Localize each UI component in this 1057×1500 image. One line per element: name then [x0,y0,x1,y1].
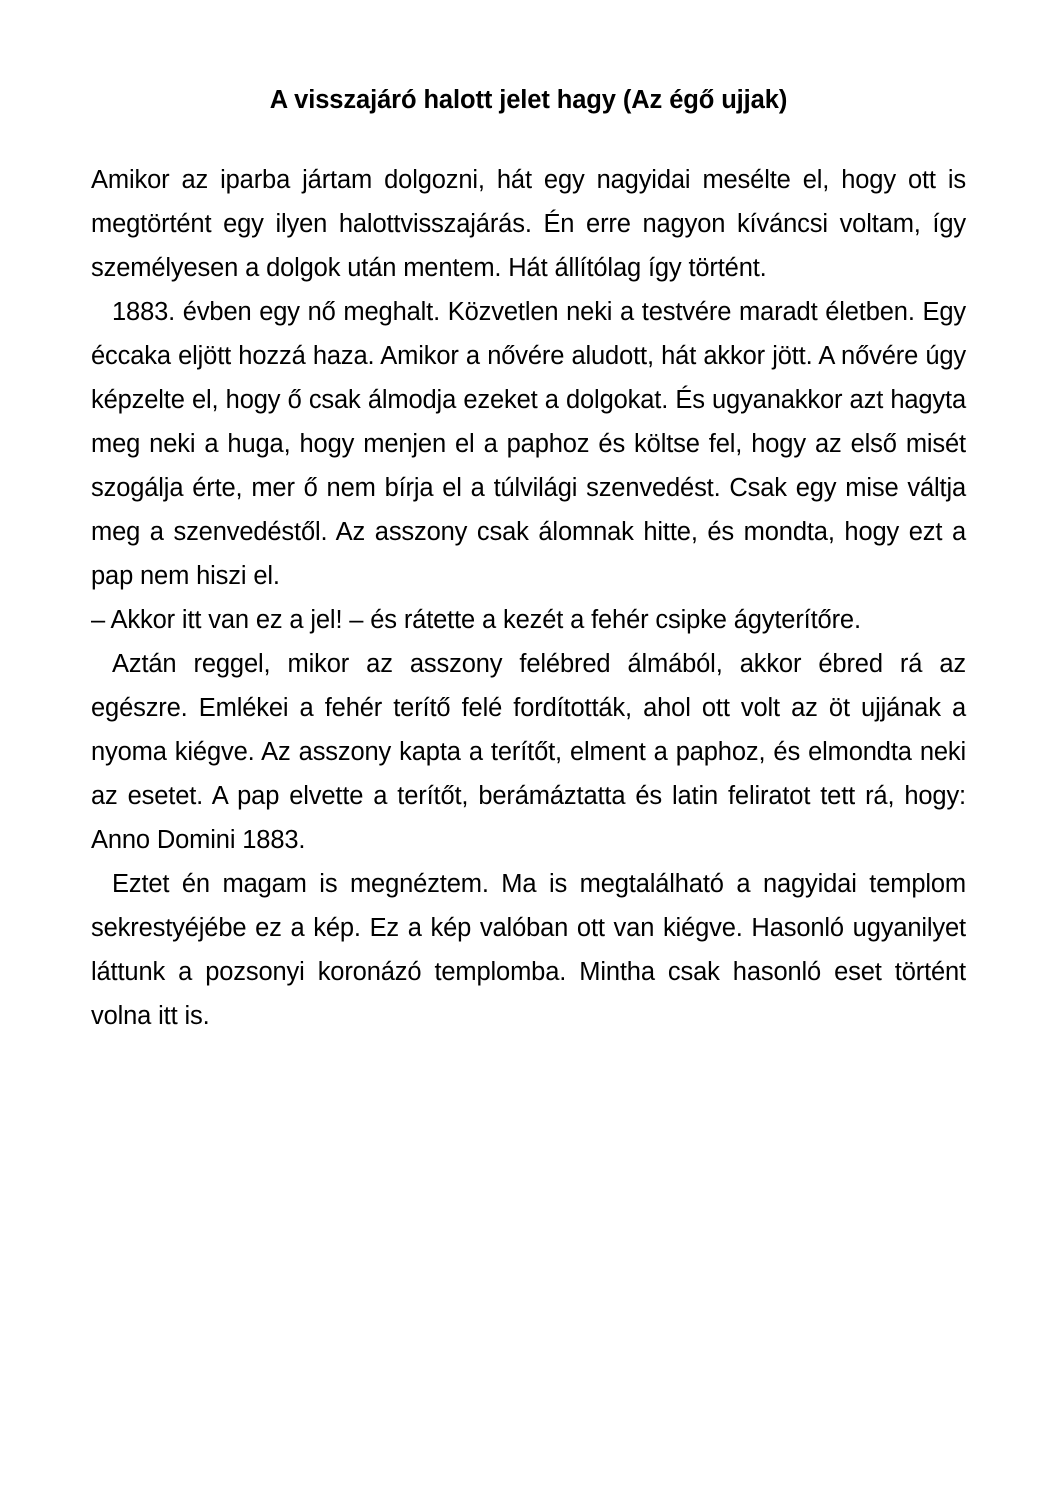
document-body [91,158,966,1038]
paragraph-4: Aztán reggel, mikor az asszony felébred álmából, akkor ébred rá az egészre. Emlékei a fehér terítő felé fordították, ahol ott volt az öt ujjának a nyoma kiégve. Az asszony kapta a terítőt, elment a paphoz, és elmondta neki az esetet. A pap elvette a terítőt, berámáztatta és latin feliratot tett rá, hogy: Anno Domini 1883. [91,650,966,854]
paragraph-2: 1883. évben egy nő meghalt. Közvetlen neki a testvére maradt életben. Egy éccaka eljött hozzá haza. Amikor a nővére aludott, hát akkor jött. A nővére úgy képzelte el, hogy ő csak álmodja ezeket a dolgokat. És ugyanakkor azt hagyta meg neki a huga, hogy menjen el a paphoz és költse fel, hogy az első misét szogálja érte, mer ő nem bírja el a túlvilági szenvedést. Csak egy mise váltja meg a szenvedéstől. Az asszony csak álomnak hitte, és mondta, hogy ezt a pap nem hiszi el. [91,298,966,590]
paragraph-5: Eztet én magam is megnéztem. Ma is megtalálható a nagyidai templom sekrestyéjébe ez a kép. Ez a kép valóban ott van kiégve. Hasonló ugyanilyet láttunk a pozsonyi koronázó templomba. Mintha csak hasonló eset történt volna itt is. [91,870,966,1030]
paragraph-3-dialogue: – Akkor itt van ez a jel! – és rátette a kezét a fehér csipke ágyterítőre. [91,606,861,634]
page-title: A visszajáró halott jelet hagy (Az égő ujjak) [269,86,788,114]
paragraph-1: Amikor az iparba jártam dolgozni, hát egy nagyidai mesélte el, hogy ott is megtörtént egy ilyen halottvisszajárás. Én erre nagyon kíváncsi voltam, így személyesen a dolgok után mentem. Hát állítólag így történt. [91,166,966,282]
